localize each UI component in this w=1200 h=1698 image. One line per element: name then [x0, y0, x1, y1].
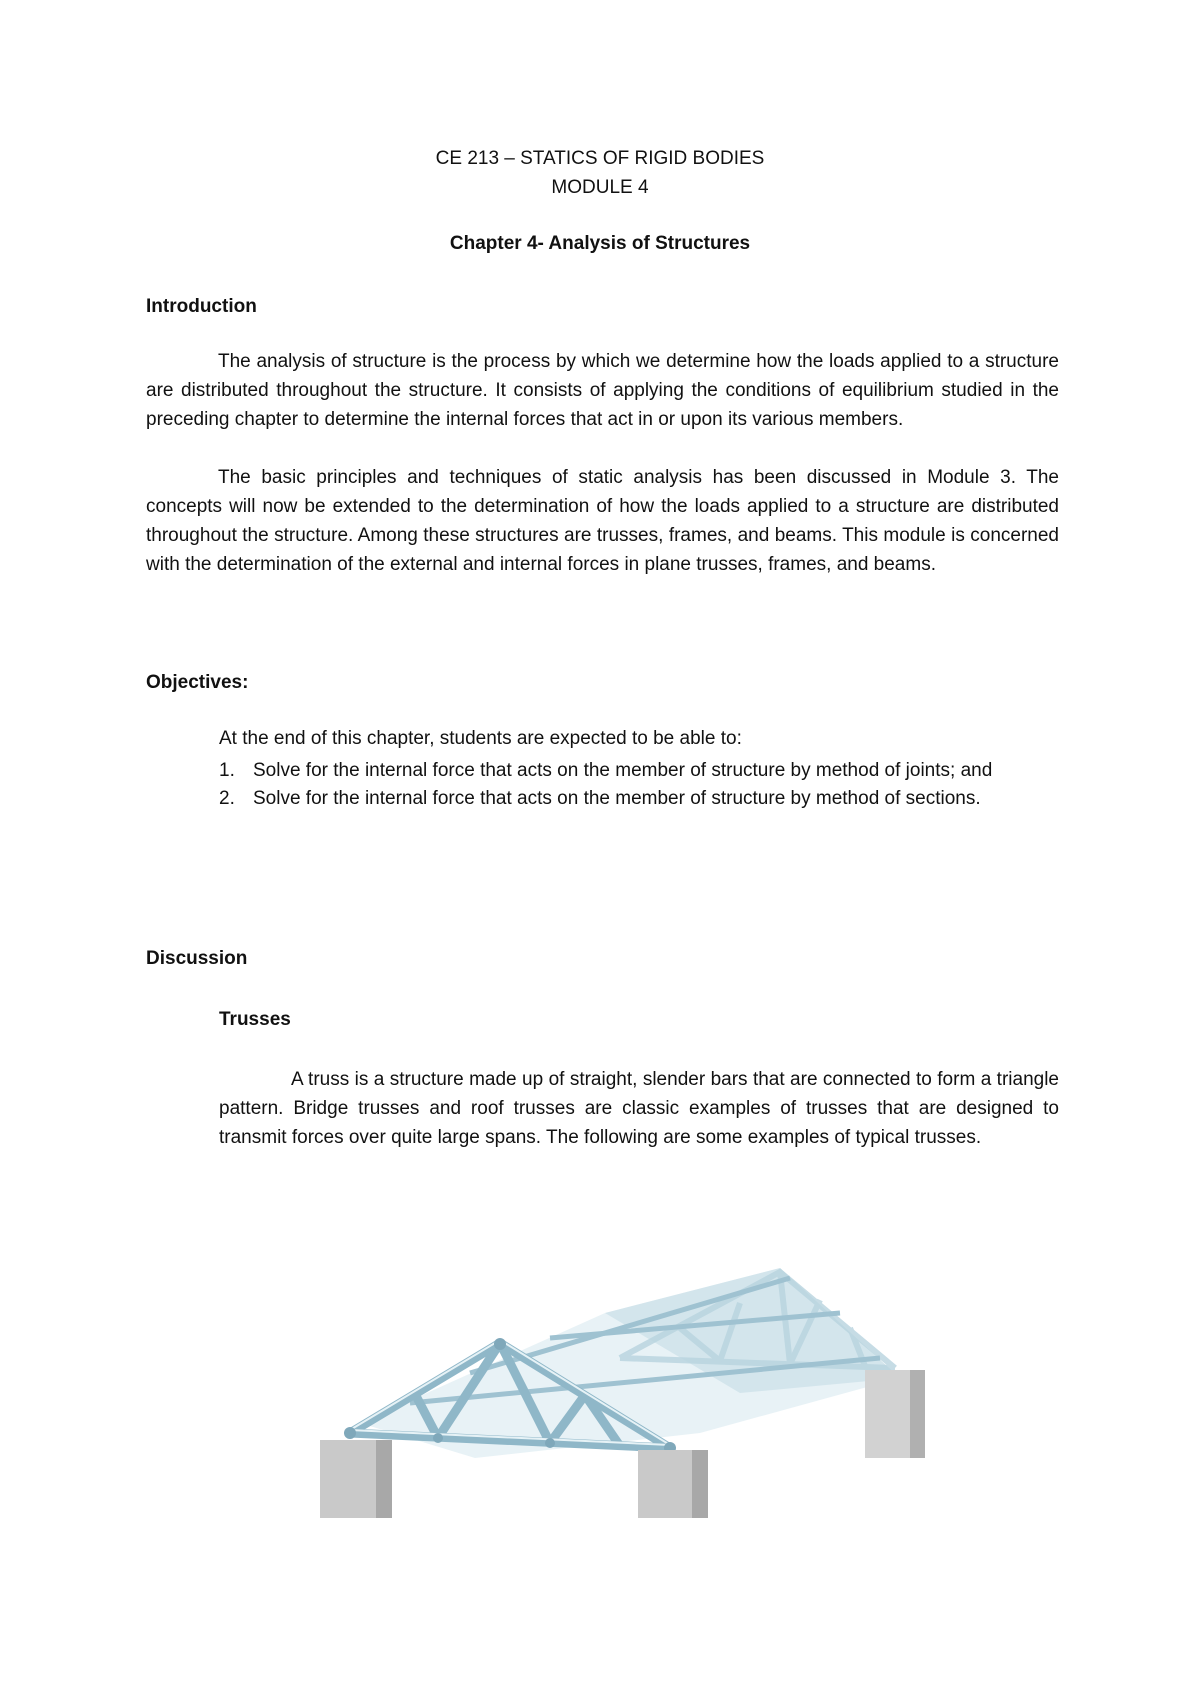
back-support-column: [865, 1370, 925, 1458]
list-item: [219, 757, 1059, 785]
introduction-heading: Introduction: [146, 296, 257, 317]
chapter-title: Chapter 4- Analysis of Structures: [449, 233, 751, 254]
left-support-column: [320, 1440, 392, 1518]
trusses-subheading: Trusses: [219, 1009, 291, 1030]
introduction-paragraph-1: The analysis of structure is the process by which we determine how the loads applied to a structure are distributed throughout the structure. It consists of applying the conditions of equilibrium studied in the preceding chapter to determine the internal forces that act in or upon its various members.: [146, 351, 1059, 430]
objectives-heading: Objectives:: [146, 672, 249, 693]
module-label: MODULE 4: [551, 177, 649, 198]
middle-support-column: [638, 1450, 708, 1518]
list-item-number: 1.: [219, 760, 235, 781]
list-item-text: Solve for the internal force that acts on the member of structure by method of joints; and: [253, 760, 993, 781]
introduction-paragraph-2: The basic principles and techniques of static analysis has been discussed in Module 3. The concepts will now be extended to the determination of how the loads applied to a structure are distributed throughout the structure. Among these structures are trusses, frames, and beams. This module is concerned with the determination of the external and internal forces in plane trusses, frames, and beams.: [146, 467, 1059, 575]
list-item: [219, 785, 1059, 813]
course-title: CE 213 – STATICS OF RIGID BODIES: [435, 148, 765, 169]
roof-truss-illustration: [320, 1258, 940, 1518]
objectives-intro: At the end of this chapter, students are expected to be able to:: [219, 728, 742, 749]
objectives-list: [219, 757, 1059, 813]
list-item-text: Solve for the internal force that acts on the member of structure by method of sections.: [253, 788, 981, 809]
list-item-number: 2.: [219, 788, 235, 809]
trusses-paragraph: A truss is a structure made up of straight, slender bars that are connected to form a triangle pattern. Bridge trusses and roof trusses are classic examples of trusses that are designed to transmit forces over quite large spans. The following are some examples of typical trusses.: [219, 1069, 1059, 1148]
discussion-heading: Discussion: [146, 948, 248, 969]
